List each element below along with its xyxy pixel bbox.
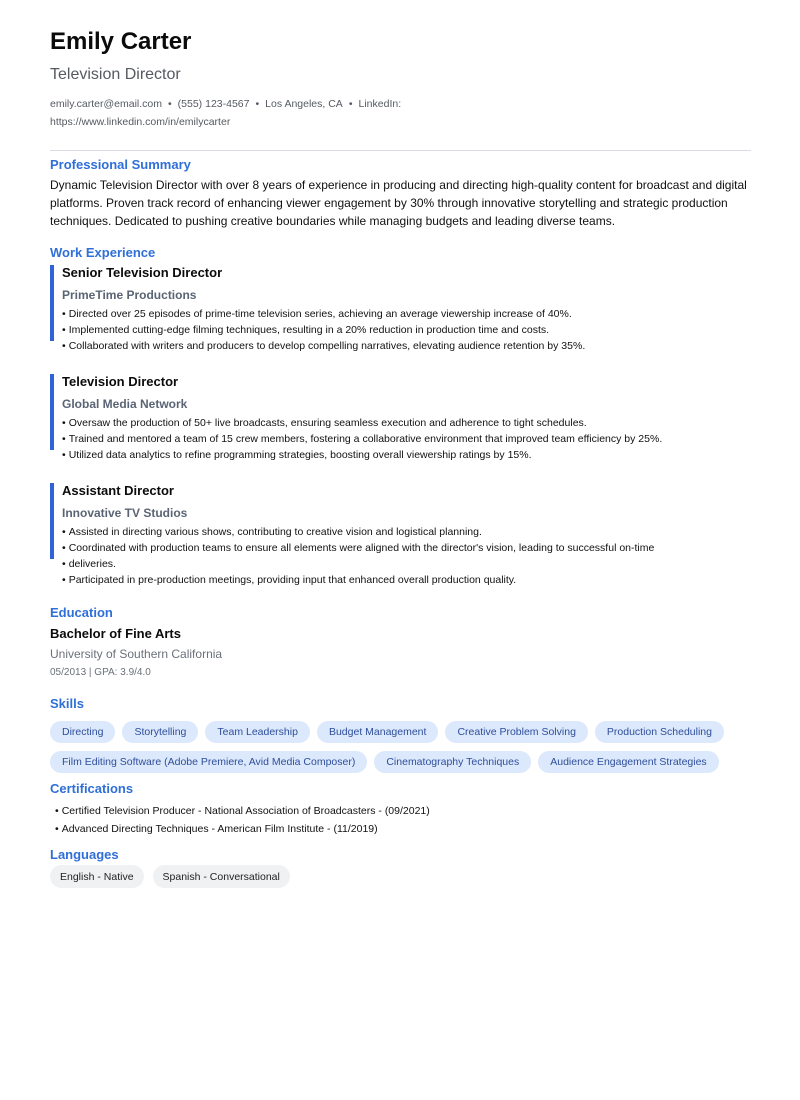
job-bullet: • Collaborated with writers and producers to develop compelling narratives, elevating audience retention by 35%. [62, 338, 751, 354]
job-company: Innovative TV Studios [62, 506, 188, 520]
candidate-headline: Television Director [50, 66, 181, 83]
skills-heading: Skills [50, 696, 84, 711]
skill-chip: Team Leadership [205, 721, 310, 743]
languages-list [50, 865, 751, 888]
skill-chip: Storytelling [122, 721, 198, 743]
job-accent-bar [50, 374, 54, 450]
job-bullet: • Directed over 25 episodes of prime-time television series, achieving an average viewership increase of 40%. [62, 306, 751, 322]
certifications-list [50, 802, 751, 838]
contact-separator: • [255, 98, 260, 110]
skill-chip: Film Editing Software (Adobe Premiere, Avid Media Composer) [50, 751, 367, 773]
skill-chip: Production Scheduling [595, 721, 724, 743]
job-entry [50, 374, 751, 463]
contact-info [50, 95, 410, 131]
job-bullets [62, 415, 751, 463]
skill-chip: Cinematography Techniques [374, 751, 531, 773]
contact-separator: • [167, 98, 172, 110]
languages-heading: Languages [50, 847, 119, 862]
job-bullets [62, 306, 751, 354]
job-bullet: • Assisted in directing various shows, contributing to creative vision and logistical planning. [62, 524, 751, 540]
certification-item: • Advanced Directing Techniques - American Film Institute - (11/2019) [55, 820, 751, 838]
job-title: Television Director [62, 374, 179, 389]
job-company: PrimeTime Productions [62, 288, 197, 302]
summary-text: Dynamic Television Director with over 8 years of experience in producing and directing high-quality content for broadcast and digital platforms. Proven track record of enhancing viewer engagement by 30% through innovative storytelling and strategic production techniques. Dedicated to pushing creative boundaries while managing budgets and leading diverse teams. [50, 178, 747, 228]
certifications-heading: Certifications [50, 781, 134, 796]
job-accent-bar [50, 265, 54, 341]
summary-heading: Professional Summary [50, 157, 191, 172]
work-experience-heading: Work Experience [50, 245, 156, 260]
job-bullet: • Implemented cutting-edge filming techniques, resulting in a 20% reduction in production time and costs. [62, 322, 751, 338]
skills-list [50, 721, 750, 781]
job-bullet: • Trained and mentored a team of 15 crew members, fostering a collaborative environment that improved team efficiency by 25%. [62, 431, 751, 447]
certification-item: • Certified Television Producer - National Association of Broadcasters - (09/2021) [55, 802, 751, 820]
job-bullet: • deliveries. [62, 556, 751, 572]
email-link[interactable]: emily.carter@email.com [50, 98, 162, 110]
skill-chip: Creative Problem Solving [445, 721, 587, 743]
job-bullet: • Utilized data analytics to refine programming strategies, boosting overall viewership ratings by 15%. [62, 447, 751, 463]
phone-text: (555) 123-4567 [177, 98, 250, 110]
language-chip: English - Native [50, 865, 144, 888]
job-bullet: • Participated in pre-production meetings, providing input that enhanced overall production quality. [62, 572, 751, 588]
skill-chip: Audience Engagement Strategies [538, 751, 718, 773]
candidate-name: Emily Carter [50, 28, 192, 55]
job-accent-bar [50, 483, 54, 559]
linkedin-link[interactable]: https://www.linkedin.com/in/emilycarter [50, 116, 231, 128]
education-heading: Education [50, 605, 113, 620]
contact-separator: • [348, 98, 353, 110]
job-bullets [62, 524, 751, 588]
job-entry [50, 483, 751, 588]
job-bullet: • Coordinated with production teams to ensure all elements were aligned with the director's vision, leading to successful on-time [62, 540, 751, 556]
language-chip: Spanish - Conversational [153, 865, 290, 888]
school-name: University of Southern California [50, 647, 223, 661]
education-meta: 05/2013 | GPA: 3.9/4.0 [50, 667, 151, 678]
job-company: Global Media Network [62, 397, 188, 411]
skill-chip: Directing [50, 721, 115, 743]
location-text: Los Angeles, CA [265, 98, 343, 110]
job-bullet: • Oversaw the production of 50+ live broadcasts, ensuring seamless execution and adherence to tight schedules. [62, 415, 751, 431]
skill-chip: Budget Management [317, 721, 438, 743]
job-title: Senior Television Director [62, 265, 223, 280]
job-title: Assistant Director [62, 483, 174, 498]
job-entry [50, 265, 751, 354]
linkedin-label: LinkedIn: [358, 98, 402, 110]
degree-title: Bachelor of Fine Arts [50, 626, 181, 641]
header-divider [50, 150, 751, 151]
